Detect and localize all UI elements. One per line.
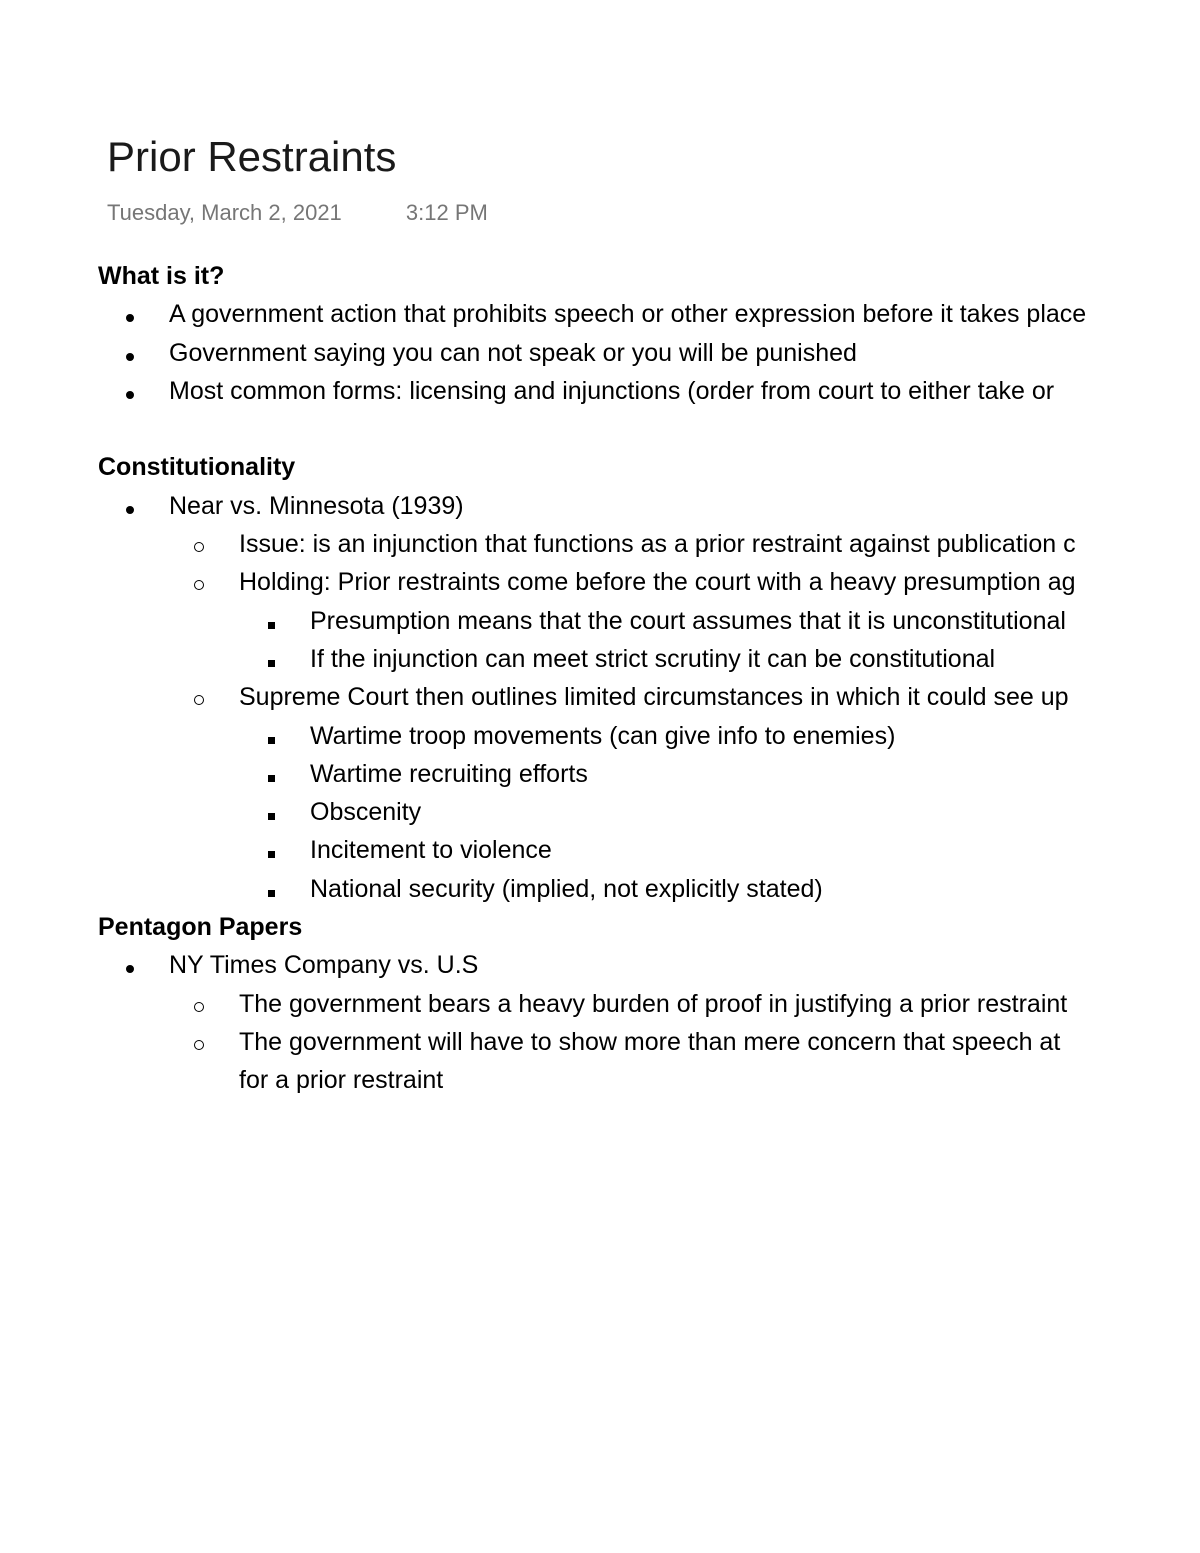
list-item: Most common forms: licensing and injunctions (order from court to either take or	[98, 372, 1200, 410]
note-timestamp	[107, 200, 488, 226]
bullet-circle-icon	[194, 525, 204, 563]
bullet-square-icon	[268, 717, 275, 755]
list-item: Supreme Court then outlines limited circumstances in which it could see up	[98, 678, 1200, 716]
list-item: A government action that prohibits speech or other expression before it takes place	[98, 295, 1200, 333]
note-date: Tuesday, March 2, 2021	[107, 200, 342, 225]
bullet-circle-icon	[194, 678, 204, 716]
list-item: Wartime recruiting efforts	[98, 755, 1200, 793]
list-item: Near vs. Minnesota (1939)	[98, 487, 1200, 525]
list-item: Wartime troop movements (can give info to enemies)	[98, 717, 1200, 755]
page-title: Prior Restraints	[107, 133, 397, 180]
note-body	[98, 257, 1200, 1100]
section-heading-constitutionality: Constitutionality	[98, 453, 296, 482]
list-item: NY Times Company vs. U.S	[98, 946, 1200, 984]
bullet-disc-icon	[126, 487, 134, 525]
bullet-disc-icon	[126, 334, 134, 372]
list-item: Presumption means that the court assumes that it is unconstitutional	[98, 602, 1200, 640]
list-item: Obscenity	[98, 793, 1200, 831]
list-item: National security (implied, not explicitly stated)	[98, 870, 1200, 908]
bullet-square-icon	[268, 755, 275, 793]
bullet-disc-icon	[126, 946, 134, 984]
section-heading-what: What is it?	[98, 262, 225, 290]
list-item: The government will have to show more than mere concern that speech at	[98, 1023, 1200, 1061]
note-time: 3:12 PM	[405, 200, 488, 225]
bullet-square-icon	[268, 793, 275, 831]
bullet-circle-icon	[194, 563, 204, 601]
list-item: If the injunction can meet strict scrutiny it can be constitutional	[98, 640, 1200, 678]
list-item: Incitement to violence	[98, 831, 1200, 869]
list-item: Issue: is an injunction that functions as a prior restraint against publication c	[98, 525, 1200, 563]
list-item-continuation: for a prior restraint	[239, 1066, 444, 1095]
section-heading-pentagon: Pentagon Papers	[98, 913, 303, 942]
bullet-square-icon	[268, 640, 275, 678]
bullet-disc-icon	[126, 372, 134, 410]
bullet-square-icon	[268, 602, 275, 640]
list-item: Holding: Prior restraints come before the court with a heavy presumption ag	[98, 563, 1200, 601]
bullet-disc-icon	[126, 295, 134, 333]
bullet-circle-icon	[194, 985, 204, 1023]
bullet-square-icon	[268, 831, 275, 869]
list-item: Government saying you can not speak or you will be punished	[98, 334, 1200, 372]
bullet-square-icon	[268, 870, 275, 908]
blank-line	[98, 410, 1200, 448]
list-item: The government bears a heavy burden of proof in justifying a prior restraint	[98, 985, 1200, 1023]
bullet-circle-icon	[194, 1023, 204, 1061]
